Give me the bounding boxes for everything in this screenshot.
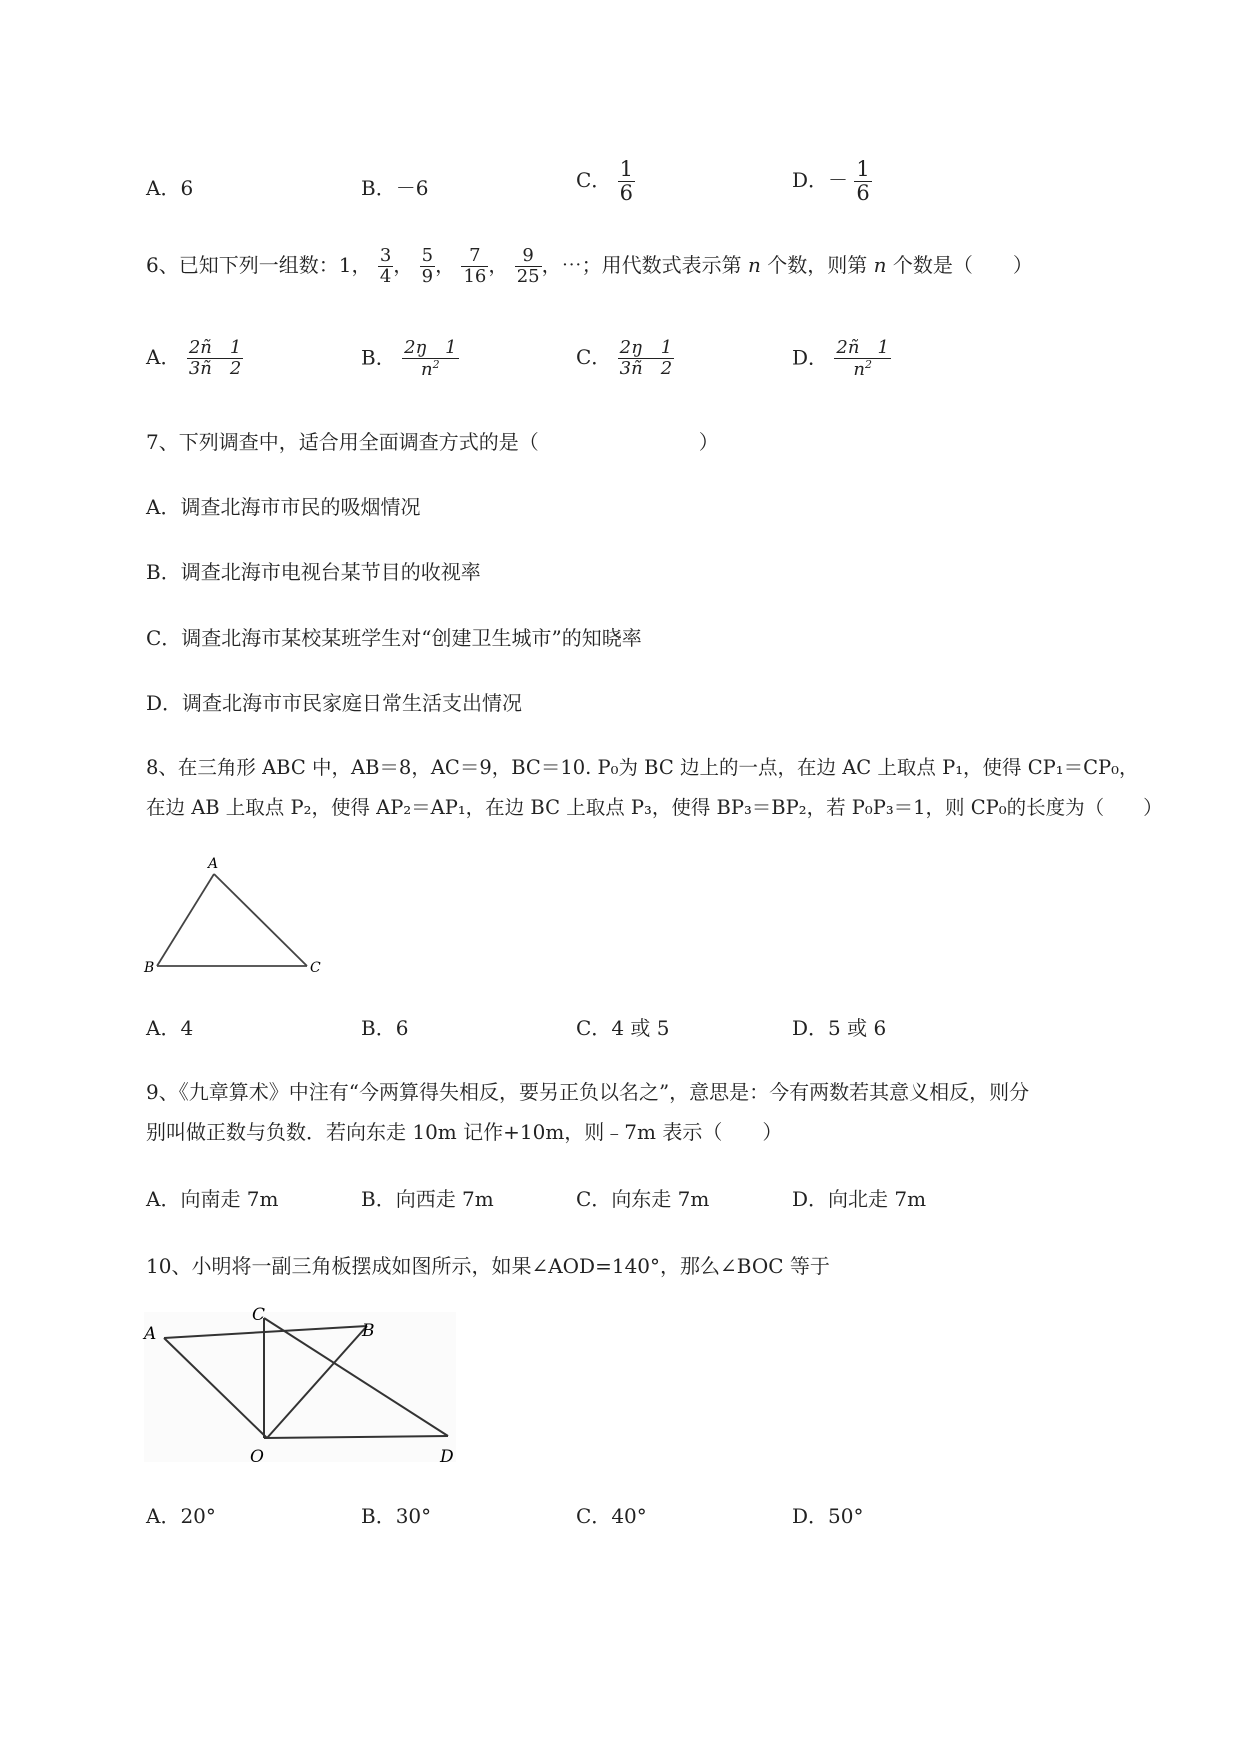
q8-option-d[interactable]: D．5 或 6	[792, 1016, 887, 1040]
q5-option-b[interactable]: B．－6	[361, 176, 429, 200]
q10-stem: 10、小明将一副三角板摆成如图所示，如果∠AOD=140°，那么∠BOC 等于	[146, 1254, 830, 1278]
q10-option-b[interactable]: B．30°	[361, 1504, 432, 1528]
vertex-label-b: B	[362, 1321, 375, 1341]
vertex-label-a: A	[144, 1324, 157, 1344]
q9-option-a[interactable]: A．向南走 7m	[146, 1187, 279, 1211]
q5-option-d[interactable]: D．－ $\frac{1}{6}$	[792, 157, 870, 206]
q7-option-a[interactable]: A．调查北海市市民的吸烟情况	[146, 495, 421, 519]
vertex-label-d: D	[440, 1447, 454, 1467]
vertex-label-c: C	[310, 960, 321, 976]
q6-option-d[interactable]: D． $\frac{2ñ 1}{n^2}$	[792, 337, 889, 380]
q6-stem: 6、已知下列一组数：1， $\frac{3}{4}$ ， $\frac{5}{9}$ ， $\frac{7}{16}$ ， $\frac{9}{25}$ ，⋯；用代数式表示第 n 个数，则第 n 个数是（ ）	[146, 245, 1033, 287]
q10-option-d[interactable]: D．50°	[792, 1504, 864, 1528]
fraction: $\frac{2ñ 1}{n^2}$	[836, 337, 889, 380]
q8-option-a[interactable]: A．4	[146, 1016, 194, 1040]
fraction: $\frac{3}{4}$	[379, 245, 392, 287]
fraction: $\frac{5}{9}$	[421, 245, 434, 287]
q10-option-c[interactable]: C．40°	[576, 1504, 647, 1528]
q9-option-d[interactable]: D．向北走 7m	[792, 1187, 927, 1211]
q8-option-c[interactable]: C．4 或 5	[576, 1016, 670, 1040]
q8-stem-line1: 8、在三角形 ABC 中，AB＝8，AC＝9，BC＝10. P₀为 BC 边上的一点，在边 AC 上取点 P₁，使得 CP₁＝CP₀，	[146, 756, 1139, 779]
q8-stem-line2: 在边 AB 上取点 P₂，使得 AP₂＝AP₁，在边 BC 上取点 P₃，使得 BP₃＝BP₂，若 P₀P₃＝1，则 CP₀的长度为（ ）	[146, 796, 1163, 819]
vertex-label-c: C	[252, 1305, 266, 1325]
fraction: $\frac{1}{6}$	[619, 157, 634, 206]
fraction: $\frac{7}{16}$	[463, 245, 487, 287]
q8-option-b[interactable]: B．6	[361, 1016, 409, 1040]
q9-stem-line1: 9、《九章算术》中注有“今两算得失相反，要另正负以名之”，意思是：今有两数若其意义相反，则分	[146, 1080, 1030, 1104]
triangle-abc-figure	[142, 850, 332, 980]
q7-option-b[interactable]: B．调查北海市电视台某节目的收视率	[146, 560, 481, 584]
vertex-label-b: B	[144, 960, 155, 976]
fraction: $\frac{2ŋ 1}{3ñ 2}$	[619, 337, 673, 379]
vertex-label-o: O	[250, 1447, 264, 1467]
q9-option-b[interactable]: B．向西走 7m	[361, 1187, 494, 1211]
q5-option-a[interactable]: A．6	[146, 176, 194, 200]
q9-option-c[interactable]: C．向东走 7m	[576, 1187, 710, 1211]
vertex-label-a: A	[208, 856, 219, 872]
fraction: $\frac{1}{6}$	[856, 157, 870, 206]
fraction: $\frac{2ŋ 1}{n^2}$	[404, 337, 457, 380]
q5-option-c[interactable]: C． $\frac{1}{6}$	[576, 157, 634, 206]
q6-option-c[interactable]: C． $\frac{2ŋ 1}{3ñ 2}$	[576, 337, 673, 379]
q7-option-c[interactable]: C．调查北海市某校某班学生对“创建卫生城市”的知晓率	[146, 626, 642, 650]
q7-option-d[interactable]: D．调查北海市市民家庭日常生活支出情况	[146, 691, 523, 715]
q9-stem-line2: 别叫做正数与负数．若向东走 10m 记作+10m，则﹣7m 表示（ ）	[146, 1120, 783, 1144]
q6-option-a[interactable]: A． $\frac{2ñ 1}{3ñ 2}$	[146, 337, 242, 379]
q10-option-a[interactable]: A．20°	[146, 1504, 216, 1528]
fraction: $\frac{2ñ 1}{3ñ 2}$	[188, 337, 242, 379]
set-squares-figure	[142, 1300, 462, 1470]
fraction: $\frac{9}{25}$	[516, 245, 540, 287]
q7-stem: 7、下列调查中，适合用全面调查方式的是（ ）	[146, 430, 719, 454]
q6-option-b[interactable]: B． $\frac{2ŋ 1}{n^2}$	[361, 337, 457, 380]
